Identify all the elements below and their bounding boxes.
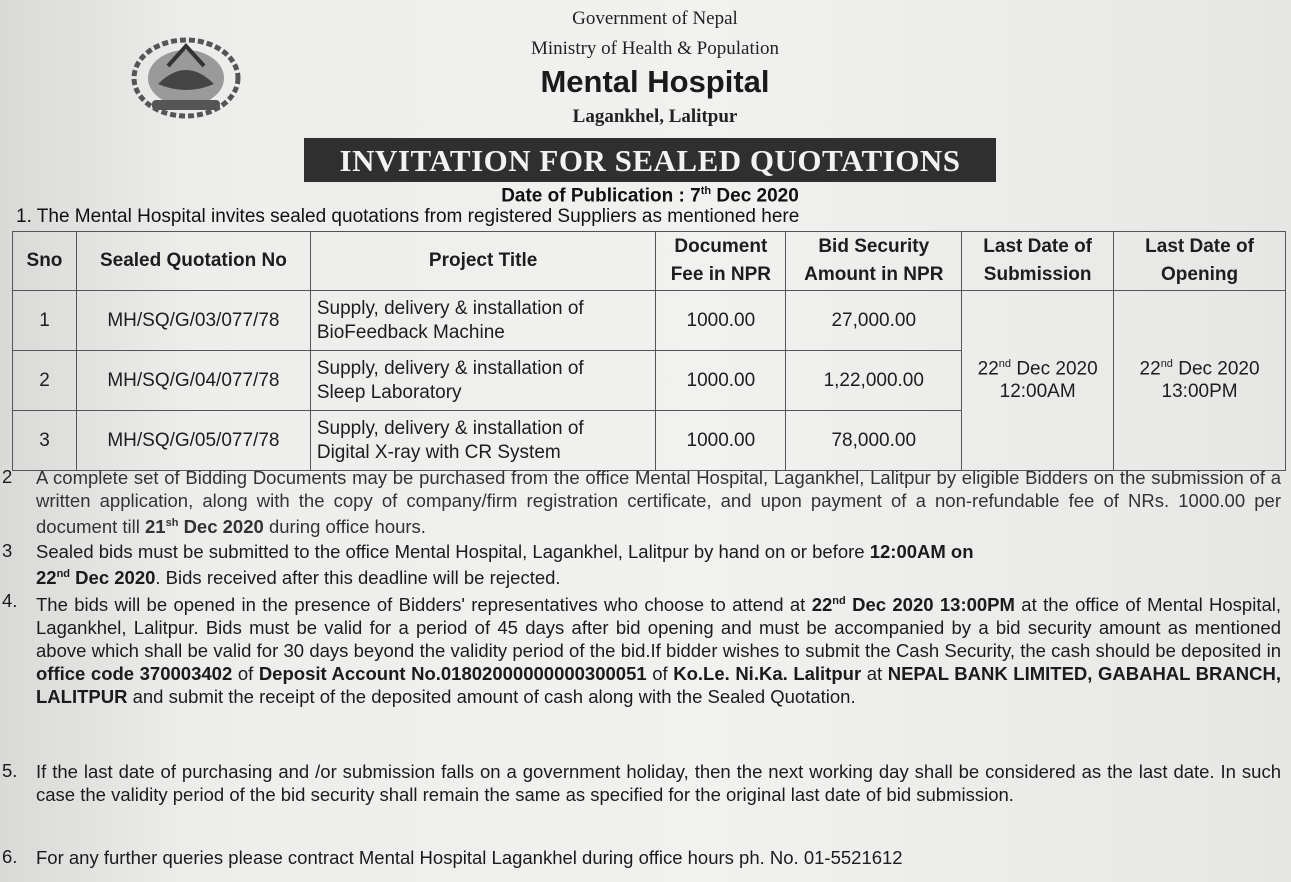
header-opening: Last Date of Opening bbox=[1114, 232, 1286, 291]
cell-title: Supply, delivery & installation of Digital X-ray with CR System bbox=[310, 411, 656, 471]
cell-sq-no: MH/SQ/G/03/077/78 bbox=[76, 291, 310, 351]
cell-bid: 78,000.00 bbox=[786, 411, 962, 471]
quotation-table bbox=[12, 231, 1286, 471]
cell-submission-date: 22nd Dec 2020 12:00AM bbox=[962, 291, 1114, 471]
cell-bid: 1,22,000.00 bbox=[786, 351, 962, 411]
cell-fee: 1000.00 bbox=[656, 291, 786, 351]
intro-text: 1. The Mental Hospital invites sealed quotations from registered Suppliers as mentioned here bbox=[16, 206, 800, 227]
cell-sq-no: MH/SQ/G/05/077/78 bbox=[76, 411, 310, 471]
cell-bid: 27,000.00 bbox=[786, 291, 962, 351]
cell-fee: 1000.00 bbox=[656, 411, 786, 471]
government-line: Government of Nepal bbox=[572, 8, 738, 29]
cell-sno: 3 bbox=[13, 411, 77, 471]
nepal-emblem-icon bbox=[128, 26, 244, 122]
notice-banner: INVITATION FOR SEALED QUOTATIONS bbox=[304, 138, 996, 182]
cell-sno: 2 bbox=[13, 351, 77, 411]
header-title: Project Title bbox=[310, 232, 656, 291]
cell-title: Supply, delivery & installation of Sleep Laboratory bbox=[310, 351, 656, 411]
header-fee: Document Fee in NPR bbox=[656, 232, 786, 291]
cell-sno: 1 bbox=[13, 291, 77, 351]
hospital-location: Lagankhel, Lalitpur bbox=[572, 106, 738, 127]
ministry-line: Ministry of Health & Population bbox=[530, 38, 780, 59]
header-bid: Bid Security Amount in NPR bbox=[786, 232, 962, 291]
cell-opening-date: 22nd Dec 2020 13:00PM bbox=[1114, 291, 1286, 471]
hospital-name: Mental Hospital bbox=[540, 64, 770, 99]
table-row bbox=[13, 291, 1286, 351]
notice-paper: Government of Nepal Ministry of Health & Population Mental Hospital Lagankhel, Lalitpur INVITATION FOR SEALED QUOTATIONS Date of Publication : 7th Dec 2020 1. The Mental Hospital invites sealed quotations from registered Suppliers as mentioned here Sno Sealed Quotation No Project Title Document Fee in NPR Bid Security Amount in NPR Last Date of Submission Last Date of Opening 1 MH/SQ/G/03/077/78 Supply, delivery & installation of BioFeedback Machine 1000.00 27,000.00 22nd Dec 2020 12:00AM 22nd Dec 2020 13:00PM 2 MH/SQ/G/04/077/78 Supply, delivery & installation of Sleep Laboratory 1000.00 1,22,000.00 3 MH/SQ/G/05/077/78 Supply, delivery & installation of Digital X-ray with CR System 1000.00 78,000.00 2 A complete set of Bidding Documents may be purchased from the office Mental Hospital, Lagankhel, Lalitpur by eligible Bidders on the submission of a written application, along with the copy of company/firm registration certificate, and upon payment of a non-refundable fee of NRs. 1000.00 per document till $21^{sh}$ Dec 2020 during office hours. 3 Sealed bids must be submitted to the office Mental Hospital, Lagankhel, Lalitpur by hand on or before 12:00AM on 22nd Dec 2020. Bids received after this deadline will be rejected. 4. The bids will be opened in the presence of Bidders' representatives who choose to attend at 22nd Dec 2020 13:00PM at the office of Mental Hospital, Lagankhel, Lalitpur. Bids must be valid for a period of 45 days after bid opening and must be accompanied by a bid security amount as mentioned above which shall be valid for 30 days beyond the validity period of the bid.If bidder wishes to submit the Cash Security, the cash should be deposited in office code 370003402 of Deposit Account No.01802000000000300051 of Ko.Le. Ni.Ka. Lalitpur at NEPAL BANK LIMITED, GABAHAL BRANCH, LALITPUR and submit the receipt of the deposited amount of cash along with the Sealed Quotation. 5. If the last date of purchasing and /or submission falls on a government holiday, then the next working day shall be considered as the last date. In such case the validity period of the bid security shall remain the same as specified for the original last date of bid submission. 6. For any further queries please contract Mental Hospital Lagankhel during office hours ph. No. 01-5521612 bbox=[0, 0, 1291, 882]
cell-sq-no: MH/SQ/G/04/077/78 bbox=[76, 351, 310, 411]
cell-fee: 1000.00 bbox=[656, 351, 786, 411]
cell-title: Supply, delivery & installation of BioFeedback Machine bbox=[310, 291, 656, 351]
header-submission: Last Date of Submission bbox=[962, 232, 1114, 291]
header-sq-no: Sealed Quotation No bbox=[76, 232, 310, 291]
table-header-row bbox=[13, 232, 1286, 291]
header-sno: Sno bbox=[13, 232, 77, 291]
publication-date: Date of Publication : 7th Dec 2020 bbox=[501, 185, 799, 207]
